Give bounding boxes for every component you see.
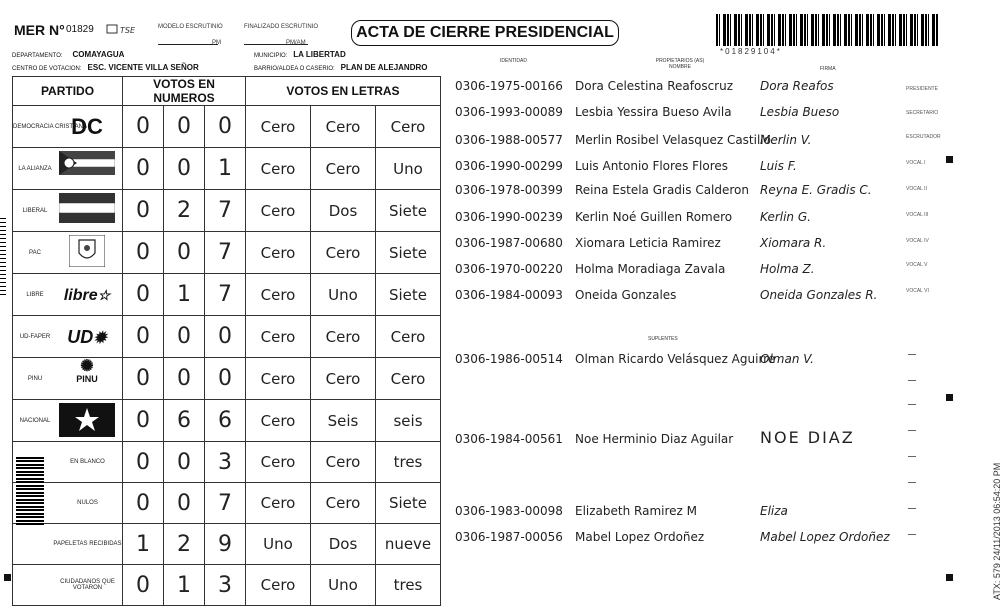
word-cell[interactable]: nueve bbox=[376, 524, 441, 565]
sig-firma[interactable]: NOE DIAZ bbox=[760, 428, 855, 447]
sig-firma[interactable]: Lesbia Bueso bbox=[760, 105, 840, 119]
sig-id: 0306-1986-00514 bbox=[455, 352, 563, 366]
word-cell[interactable]: Cero bbox=[376, 358, 441, 400]
sig-firma[interactable]: Eliza bbox=[760, 504, 788, 518]
word-cell[interactable]: Siete bbox=[376, 232, 441, 274]
summary-row-papeletas bbox=[13, 524, 441, 565]
word-cell[interactable]: Siete bbox=[376, 483, 441, 524]
barrio-label: BARRIO/ALDEA O CASERIO: bbox=[254, 66, 335, 72]
mer-number: 01829 bbox=[66, 24, 94, 35]
digit-cell[interactable]: 0 bbox=[205, 106, 246, 148]
digit-cell[interactable]: 2 bbox=[164, 190, 205, 232]
pinu-logo-icon: ✺ PINU bbox=[57, 361, 117, 397]
sig-firma[interactable]: Xiomara R. bbox=[760, 236, 827, 250]
summary-row-nulos bbox=[13, 483, 441, 524]
word-cell[interactable]: Cero bbox=[311, 483, 376, 524]
sig-col-name: PROPIETARIOS (AS) NOMBRE bbox=[655, 58, 705, 70]
digit-cell[interactable]: 7 bbox=[205, 190, 246, 232]
party-row-alianza bbox=[13, 148, 441, 190]
sig-name: Luis Antonio Flores Flores bbox=[575, 159, 729, 173]
registration-mark bbox=[946, 156, 953, 163]
sig-name: Kerlin Noé Guillen Romero bbox=[575, 210, 733, 224]
side-label: VOCAL V bbox=[906, 262, 928, 268]
finalizado-label: FINALIZADO ESCRUTINIO bbox=[244, 24, 319, 30]
party-row-libre bbox=[13, 274, 441, 316]
summary-label: NULOS bbox=[13, 483, 123, 524]
party-row-dc bbox=[13, 106, 441, 148]
digit-cell[interactable]: 0 bbox=[123, 358, 164, 400]
sig-col-id: IDENTIDAD bbox=[500, 58, 527, 64]
word-cell[interactable]: Dos bbox=[311, 190, 376, 232]
municipio-label: MUNICIPIO: bbox=[254, 53, 288, 59]
page-title: ACTA DE CIERRE PRESIDENCIAL bbox=[351, 20, 619, 46]
party-row-liberal bbox=[13, 190, 441, 232]
sig-name: Holma Moradiaga Zavala bbox=[575, 262, 726, 276]
digit-cell[interactable]: 0 bbox=[123, 148, 164, 190]
word-cell[interactable]: Seis bbox=[311, 400, 376, 442]
centro-label: CENTRO DE VOTACION: bbox=[12, 66, 82, 72]
libre-logo-icon: libre☆ bbox=[63, 286, 111, 304]
ud-logo-icon: UD✹ bbox=[67, 326, 107, 347]
sig-name: Elizabeth Ramirez M bbox=[575, 504, 697, 518]
party-cell bbox=[13, 400, 123, 442]
word-cell[interactable]: Cero bbox=[246, 442, 311, 483]
digit-cell[interactable]: 6 bbox=[164, 400, 205, 442]
party-cell bbox=[13, 274, 123, 316]
side-label: VOCAL II bbox=[906, 186, 927, 192]
party-cell bbox=[13, 232, 123, 274]
digit-cell[interactable]: 0 bbox=[123, 274, 164, 316]
word-cell[interactable]: Cero bbox=[246, 483, 311, 524]
digit-cell[interactable]: 7 bbox=[205, 232, 246, 274]
sig-id: 0306-1978-00399 bbox=[455, 183, 563, 197]
party-row-nacional bbox=[13, 400, 441, 442]
sig-col-firma: FIRMA bbox=[820, 66, 836, 72]
party-name: LIBERAL bbox=[22, 207, 48, 214]
word-cell[interactable]: Cero bbox=[246, 232, 311, 274]
propietario-row bbox=[455, 210, 811, 224]
side-label: SECRETARIO bbox=[906, 110, 939, 116]
word-cell[interactable]: tres bbox=[376, 565, 441, 606]
registration-mark bbox=[946, 394, 953, 401]
party-name: LA ALIANZA bbox=[18, 165, 52, 172]
digit-cell[interactable]: 0 bbox=[123, 400, 164, 442]
party-cell bbox=[13, 106, 123, 148]
sig-name: Oneida Gonzales bbox=[575, 288, 677, 302]
digit-cell[interactable]: 0 bbox=[164, 442, 205, 483]
side-label: VOCAL I bbox=[906, 160, 926, 166]
word-cell[interactable]: Uno bbox=[376, 148, 441, 190]
digit-cell[interactable]: 6 bbox=[205, 400, 246, 442]
col-partido: PARTIDO bbox=[13, 77, 123, 106]
modelo-label: MODELO ESCRUTINIO bbox=[158, 24, 223, 30]
side-barcode bbox=[16, 455, 44, 525]
digit-cell[interactable]: 7 bbox=[205, 483, 246, 524]
sig-name: Merlin Rosibel Velasquez Castillo bbox=[575, 133, 771, 147]
suplente-row bbox=[455, 352, 814, 366]
dc-logo-icon: DC bbox=[71, 113, 103, 139]
nacional-star-icon bbox=[57, 403, 117, 439]
tick-mark bbox=[908, 354, 916, 355]
party-cell bbox=[13, 358, 123, 400]
sig-name: Noe Herminio Diaz Aguilar bbox=[575, 432, 734, 446]
sig-id: 0306-1993-00089 bbox=[455, 105, 563, 119]
sig-id: 0306-1975-00166 bbox=[455, 79, 563, 93]
word-cell[interactable]: Cero bbox=[311, 232, 376, 274]
word-cell[interactable]: Cero bbox=[246, 358, 311, 400]
departamento-label: DEPARTAMENTO: bbox=[12, 53, 63, 59]
side-label: VOCAL IV bbox=[906, 238, 929, 244]
sig-firma[interactable]: Reyna E. Gradis C. bbox=[760, 183, 872, 197]
propietario-row bbox=[455, 159, 797, 173]
word-cell[interactable]: Cero bbox=[311, 358, 376, 400]
digit-cell[interactable]: 0 bbox=[123, 190, 164, 232]
summary-label: PAPELETAS RECIBIDAS bbox=[13, 524, 123, 565]
sig-firma[interactable]: Olman V. bbox=[760, 352, 814, 366]
side-label: PRESIDENTE bbox=[906, 86, 938, 92]
digit-cell[interactable]: 0 bbox=[164, 232, 205, 274]
party-row-pac bbox=[13, 232, 441, 274]
digit-cell[interactable]: 0 bbox=[123, 483, 164, 524]
digit-cell[interactable]: 7 bbox=[205, 274, 246, 316]
departamento-row bbox=[12, 50, 124, 59]
sig-name: Dora Celestina Reafoscruz bbox=[575, 79, 734, 93]
digit-cell[interactable]: 0 bbox=[205, 358, 246, 400]
pm2-label: PM/AM bbox=[286, 40, 306, 46]
digit-cell[interactable]: 1 bbox=[164, 274, 205, 316]
party-name: LIBRE bbox=[26, 291, 44, 298]
propietario-row bbox=[455, 262, 815, 276]
side-label: VOCAL III bbox=[906, 212, 929, 218]
propietario-row bbox=[455, 79, 834, 93]
party-row-pinu bbox=[13, 358, 441, 400]
word-cell[interactable]: Cero bbox=[246, 148, 311, 190]
tick-mark bbox=[908, 404, 916, 405]
digit-cell[interactable]: 0 bbox=[164, 358, 205, 400]
tick-mark bbox=[908, 534, 916, 535]
digit-cell[interactable]: 0 bbox=[123, 316, 164, 358]
col-numeros: VOTOS EN NUMEROS bbox=[123, 77, 246, 106]
word-cell[interactable]: Uno bbox=[311, 565, 376, 606]
digit-cell[interactable]: 0 bbox=[164, 148, 205, 190]
word-cell[interactable]: Uno bbox=[311, 274, 376, 316]
propietario-row bbox=[455, 105, 839, 119]
propietario-row bbox=[455, 288, 877, 302]
digit-cell[interactable]: 0 bbox=[123, 106, 164, 148]
party-row-ud bbox=[13, 316, 441, 358]
registration-mark bbox=[946, 574, 953, 581]
word-cell[interactable]: Cero bbox=[311, 148, 376, 190]
digit-cell[interactable]: 1 bbox=[123, 524, 164, 565]
tick-mark bbox=[908, 380, 916, 381]
tick-mark bbox=[908, 508, 916, 509]
digit-cell[interactable]: 9 bbox=[205, 524, 246, 565]
barcode bbox=[716, 14, 938, 46]
digit-cell[interactable]: 0 bbox=[123, 565, 164, 606]
digit-cell[interactable]: 2 bbox=[164, 524, 205, 565]
tick-mark bbox=[908, 456, 916, 457]
sig-id: 0306-1970-00220 bbox=[455, 262, 563, 276]
digit-cell[interactable]: 0 bbox=[123, 442, 164, 483]
party-cell bbox=[13, 190, 123, 232]
sig-firma[interactable]: Oneida Gonzales R. bbox=[760, 288, 878, 302]
sig-id: 0306-1990-00299 bbox=[455, 159, 563, 173]
mer-label: MER N° bbox=[14, 22, 65, 38]
col-letras: VOTOS EN LETRAS bbox=[246, 77, 441, 106]
libre-logo-text: libre bbox=[63, 286, 98, 304]
departamento-value: COMAYAGUA bbox=[72, 50, 125, 59]
word-cell[interactable]: Uno bbox=[246, 524, 311, 565]
barrio-row bbox=[254, 63, 427, 72]
word-cell[interactable]: seis bbox=[376, 400, 441, 442]
sig-name: Reina Estela Gradis Calderon bbox=[575, 183, 749, 197]
sig-name: Mabel Lopez Ordoñez bbox=[575, 530, 705, 544]
left-strip bbox=[0, 215, 6, 295]
tse-logo-icon bbox=[106, 22, 152, 36]
word-cell[interactable]: Cero bbox=[311, 442, 376, 483]
suplentes-label: SUPLENTES bbox=[648, 336, 678, 342]
summary-row-ciudadanos bbox=[13, 565, 441, 606]
word-cell[interactable]: Cero bbox=[246, 565, 311, 606]
suplente-row bbox=[455, 530, 890, 544]
sig-id: 0306-1990-00239 bbox=[455, 210, 563, 224]
sig-firma[interactable]: Holma Z. bbox=[760, 262, 815, 276]
summary-row-blanco bbox=[13, 442, 441, 483]
word-cell[interactable]: Cero bbox=[376, 316, 441, 358]
sig-firma[interactable]: Merlin V. bbox=[760, 133, 812, 147]
propietario-row bbox=[455, 183, 872, 197]
party-name: DEMOCRACIA CRISTIANA bbox=[13, 123, 88, 130]
digit-cell[interactable]: 0 bbox=[164, 483, 205, 524]
word-cell[interactable]: tres bbox=[376, 442, 441, 483]
sig-firma[interactable]: Kerlin G. bbox=[760, 210, 811, 224]
word-cell[interactable]: Dos bbox=[311, 524, 376, 565]
ud-logo-text: UD bbox=[67, 326, 94, 347]
votes-table bbox=[12, 76, 441, 606]
side-label: ESCRUTADOR bbox=[906, 134, 941, 140]
sig-id: 0306-1987-00680 bbox=[455, 236, 563, 250]
sig-name: Xiomara Leticia Ramirez bbox=[575, 236, 721, 250]
pm-label: PM bbox=[212, 40, 221, 46]
party-cell bbox=[13, 316, 123, 358]
party-cell bbox=[13, 148, 123, 190]
pinu-logo-text: PINU bbox=[76, 373, 98, 384]
suplente-row bbox=[455, 504, 788, 518]
digit-cell[interactable]: 0 bbox=[123, 232, 164, 274]
barrio-value: PLAN DE ALEJANDRO bbox=[340, 63, 428, 72]
sig-firma[interactable]: Mabel Lopez Ordoñez bbox=[760, 530, 890, 544]
centro-value: ESC. VICENTE VILLA SEÑOR bbox=[87, 63, 199, 72]
party-name: PAC bbox=[29, 249, 41, 256]
word-cell[interactable]: Cero bbox=[246, 190, 311, 232]
party-name: UD-FAPER bbox=[19, 333, 51, 340]
digit-cell[interactable]: 1 bbox=[164, 565, 205, 606]
sig-id: 0306-1984-00093 bbox=[455, 288, 563, 302]
tick-mark bbox=[908, 430, 916, 431]
word-cell[interactable]: Siete bbox=[376, 274, 441, 316]
sig-firma[interactable]: Luis F. bbox=[760, 159, 797, 173]
modelo-line bbox=[158, 34, 218, 45]
word-cell[interactable]: Cero bbox=[246, 274, 311, 316]
pac-shield-icon bbox=[57, 235, 117, 271]
sig-name: Lesbia Yessira Bueso Avila bbox=[575, 105, 732, 119]
alianza-flag-icon bbox=[57, 151, 117, 187]
digit-cell[interactable]: 3 bbox=[205, 442, 246, 483]
word-cell[interactable]: Cero bbox=[246, 316, 311, 358]
sig-id: 0306-1983-00098 bbox=[455, 504, 563, 518]
sig-id: 0306-1987-00056 bbox=[455, 530, 563, 544]
digit-cell[interactable]: 1 bbox=[205, 148, 246, 190]
registration-mark bbox=[4, 574, 11, 581]
party-name: PINU bbox=[27, 375, 43, 382]
digit-cell[interactable]: 0 bbox=[164, 106, 205, 148]
word-cell[interactable]: Cero bbox=[246, 400, 311, 442]
digit-cell[interactable]: 0 bbox=[205, 316, 246, 358]
timestamp: ATX: 579 24/11/2013 06:54:20 PM bbox=[992, 462, 1002, 600]
sig-id: 0306-1984-00561 bbox=[455, 432, 563, 446]
propietario-row bbox=[455, 236, 826, 250]
word-cell[interactable]: Cero bbox=[376, 106, 441, 148]
svg-text:TSE: TSE bbox=[120, 26, 136, 35]
digit-cell[interactable]: 0 bbox=[164, 316, 205, 358]
digit-cell[interactable]: 3 bbox=[205, 565, 246, 606]
word-cell[interactable]: Siete bbox=[376, 190, 441, 232]
word-cell[interactable]: Cero bbox=[311, 316, 376, 358]
municipio-value: LA LIBERTAD bbox=[293, 50, 346, 59]
word-cell[interactable]: Cero bbox=[311, 106, 376, 148]
summary-label: CIUDADANOS QUE VOTARON bbox=[13, 565, 123, 606]
tick-mark bbox=[908, 482, 916, 483]
sig-id: 0306-1988-00577 bbox=[455, 133, 563, 147]
propietario-row bbox=[455, 133, 811, 147]
suplente-row bbox=[455, 428, 855, 447]
party-name: NACIONAL bbox=[19, 417, 51, 424]
summary-label: EN BLANCO bbox=[13, 442, 123, 483]
side-label: VOCAL VI bbox=[906, 288, 929, 294]
centro-row bbox=[12, 63, 199, 72]
sig-firma[interactable]: Dora Reafos bbox=[760, 79, 834, 93]
sig-name: Olman Ricardo Velásquez Aguirre bbox=[575, 352, 776, 366]
liberal-flag-icon bbox=[57, 193, 117, 229]
word-cell[interactable]: Cero bbox=[246, 106, 311, 148]
barcode-number: *01829104* bbox=[720, 47, 782, 56]
municipio-row bbox=[254, 50, 346, 59]
